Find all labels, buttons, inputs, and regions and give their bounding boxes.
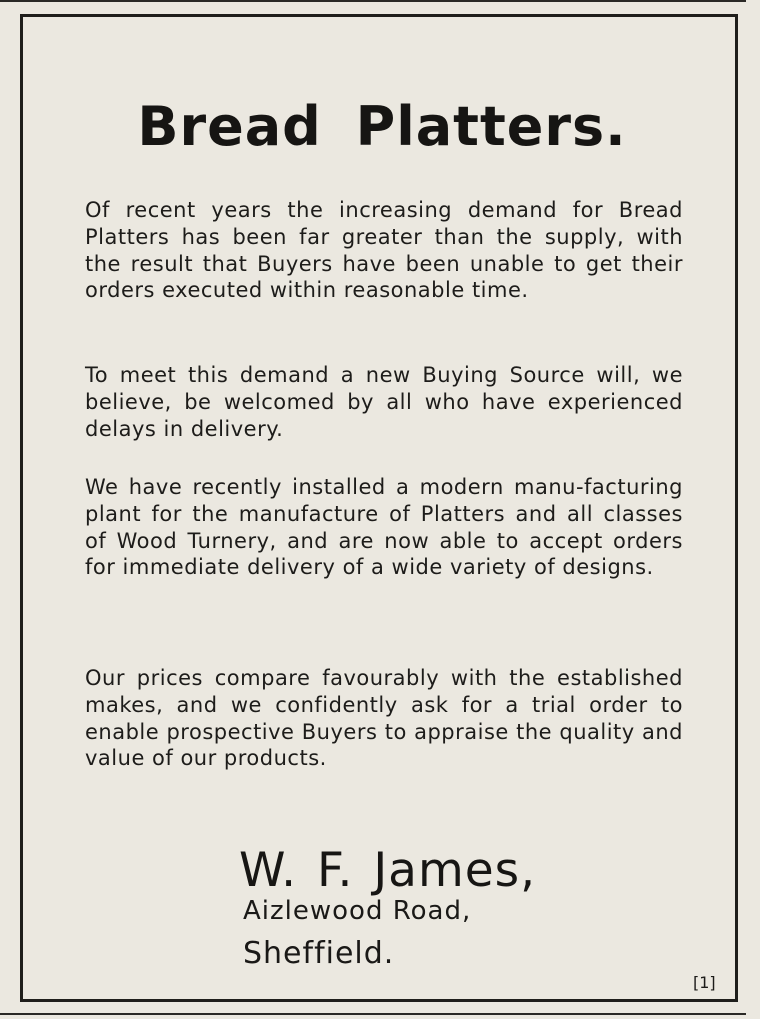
advert-paragraph-2: To meet this demand a new Buying Source will, we believe, be welcomed by all who have experienced delays in delivery.	[85, 363, 683, 441]
advert-heading: Bread Platters.	[137, 95, 627, 158]
address-city: Sheffield.	[243, 936, 395, 971]
page-reference: [1]	[693, 973, 716, 992]
advert-paragraph-3: We have recently installed a modern manu-facturing plant for the manufacture of Platters and all classes of Wood Turnery, and are now able to accept orders for immediate delivery of a wide variety of designs.	[85, 475, 683, 580]
advert-paragraph-1: Of recent years the increasing demand for Bread Platters has been far greater than the supply, with the result that Buyers have been unable to get their orders executed within reasonable time.	[85, 198, 683, 303]
company-name: W. F. James,	[239, 843, 537, 898]
advert-paragraph-4: Our prices compare favourably with the established makes, and we confidently ask for a trial order to enable prospective Buyers to appraise the quality and value of our products.	[85, 666, 683, 771]
advertisement-box	[20, 14, 738, 1002]
bottom-rule	[0, 1013, 746, 1015]
address-street: Aizlewood Road,	[243, 896, 472, 926]
top-rule	[0, 0, 746, 2]
